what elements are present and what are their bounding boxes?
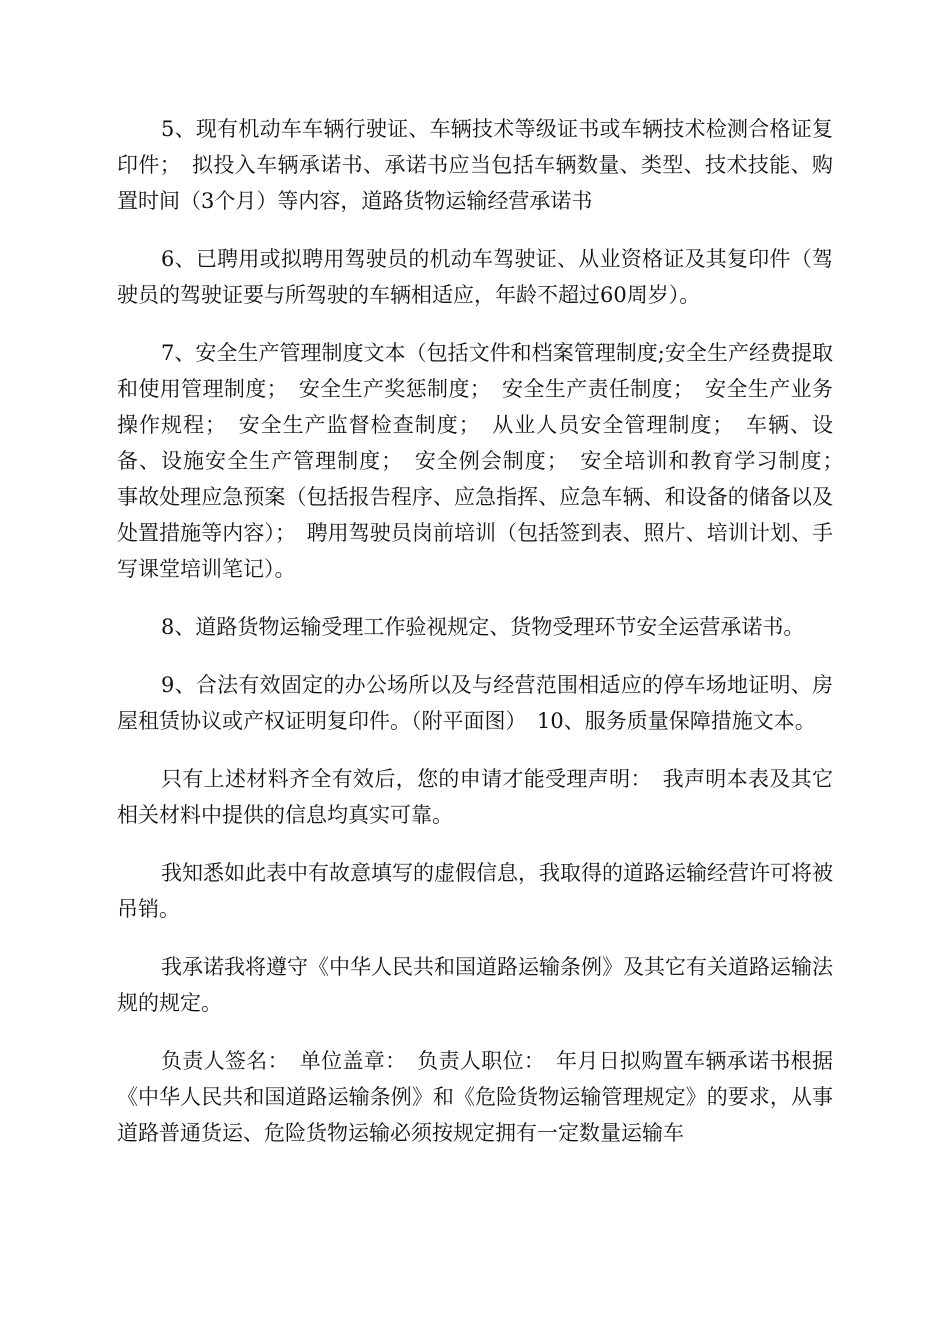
paragraph-item-5: 5、现有机动车车辆行驶证、车辆技术等级证书或车辆技术检测合格证复印件； 拟投入车辆承诺书、承诺书应当包括车辆数量、类型、技术技能、购置时间（3个月）等内容，道路货物运输经营承诺书 [117, 117, 833, 213]
declaration-paragraph: 只有上述材料齐全有效后，您的申请才能受理声明： 我声明本表及其它相关材料中提供的信息均真实可靠。 [117, 767, 833, 827]
paragraph-item-8: 8、道路货物运输受理工作验视规定、货物受理环节安全运营承诺书。 [161, 615, 805, 639]
signature-paragraph: 负责人签名： 单位盖章： 负责人职位： 年月日拟购置车辆承诺书根据《中华人民共和国道路运输条例》和《危险货物运输管理规定》的要求，从事道路普通货运、危险货物运输必须按规定拥有一定数量运输车 [117, 1049, 833, 1145]
commitment-paragraph: 我承诺我将遵守《中华人民共和国道路运输条例》及其它有关道路运输法规的规定。 [117, 955, 833, 1015]
paragraph-item-6: 6、已聘用或拟聘用驾驶员的机动车驾驶证、从业资格证及其复印件（驾驶员的驾驶证要与所驾驶的车辆相适应，年龄不超过60周岁）。 [117, 247, 833, 307]
paragraph-item-7: 7、安全生产管理制度文本（包括文件和档案管理制度;安全生产经费提取和使用管理制度； 安全生产奖惩制度； 安全生产责任制度； 安全生产业务操作规程； 安全生产监督检查制度； 从业人员安全管理制度； 车辆、设备、设施安全生产管理制度； 安全例会制度； 安全培训和教育学习制度； 事故处理应急预案（包括报告程序、应急指挥、应急车辆、和设备的储备以及处置措施等内容）； 聘用驾驶员岗前培训（包括签到表、照片、培训计划、手写课堂培训笔记）。 [117, 341, 854, 581]
paragraph-item-9-10: 9、合法有效固定的办公场所以及与经营范围相适应的停车场地证明、房屋租赁协议或产权证明复印件。（附平面图） 10、服务质量保障措施文本。 [117, 673, 833, 733]
document-body [117, 111, 854, 1173]
acknowledgement-paragraph: 我知悉如此表中有故意填写的虚假信息，我取得的道路运输经营许可将被吊销。 [117, 861, 833, 921]
